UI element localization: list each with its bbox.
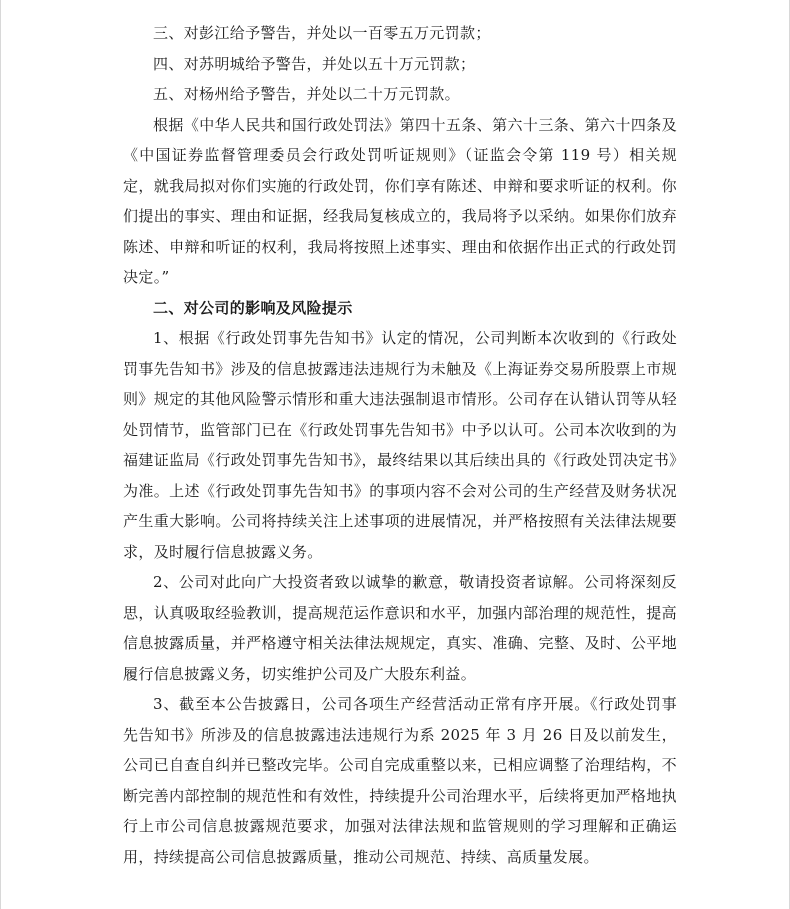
hearing-rights-paragraph: 根据《中华人民共和国行政处罚法》第四十五条、第六十三条、第六十四条及《中国证券监督管理委员会行政处罚听证规则》（证监会令第 119 号）相关规定，就我局拟对你们实施的行政处罚，你们享有陈述、申辩和要求听证的权利。你们提出的事实、理由和证据，经我局复核成立的，我局将予以采纳。如果你们放弃陈述、申辩和听证的权利，我局将按照上述事实、理由和依据作出正式的行政处罚决定。” bbox=[123, 115, 677, 286]
penalty-item-3: 三、对彭江给予警告，并处以一百零五万元罚款； bbox=[153, 24, 491, 42]
impact-paragraph-1: 1、根据《行政处罚事先告知书》认定的情况，公司判断本次收到的《行政处罚事先告知书》涉及的信息披露违法违规行为未触及《上海证券交易所股票上市规则》规定的其他风险警示情形和重大违法强制退市情形。公司存在认错认罚等从轻处罚情节，监管部门已在《行政处罚事先告知书》中予以认可。公司本次收到的为福建证监局《行政处罚事先告知书》，最终结果以其后续出具的《行政处罚决定书》为准。上述《行政处罚事先告知书》的事项内容不会对公司的生产经营及财务状况产生重大影响。公司将持续关注上述事项的进展情况，并严格按照有关法律法规要求，及时履行信息披露义务。 bbox=[123, 329, 677, 561]
impact-paragraph-3: 3、截至本公告披露日，公司各项生产经营活动正常有序开展。《行政处罚事先告知书》所涉及的信息披露违法违规行为系 2025 年 3 月 26 日及以前发生，公司已自查自纠并已整改完毕。公司自完成重整以来，已相应调整了治理结构，不断完善内部控制的规范性和有效性，持续提升公司治理水平，后续将更加严格地执行上市公司信息披露规范要求，加强对法律法规和监管规则的学习理解和正确运用，持续提高公司信息披露质量，推动公司规范、持续、高质量发展。 bbox=[123, 695, 677, 866]
section-heading: 二、对公司的影响及风险提示 bbox=[153, 298, 353, 317]
penalty-item-5: 五、对杨州给予警告，并处以二十万元罚款。 bbox=[153, 85, 461, 103]
penalty-item-4: 四、对苏明城给予警告，并处以五十万元罚款； bbox=[153, 54, 476, 73]
impact-paragraph-2: 2、公司对此向广大投资者致以诚挚的歉意，敬请投资者谅解。公司将深刻反思，认真吸取经验教训，提高规范运作意识和水平，加强内部治理的规范性，提高信息披露质量，并严格遵守相关法律法规规定，真实、准确、完整、及时、公平地履行信息披露义务，切实维护公司及广大股东利益。 bbox=[123, 573, 677, 683]
